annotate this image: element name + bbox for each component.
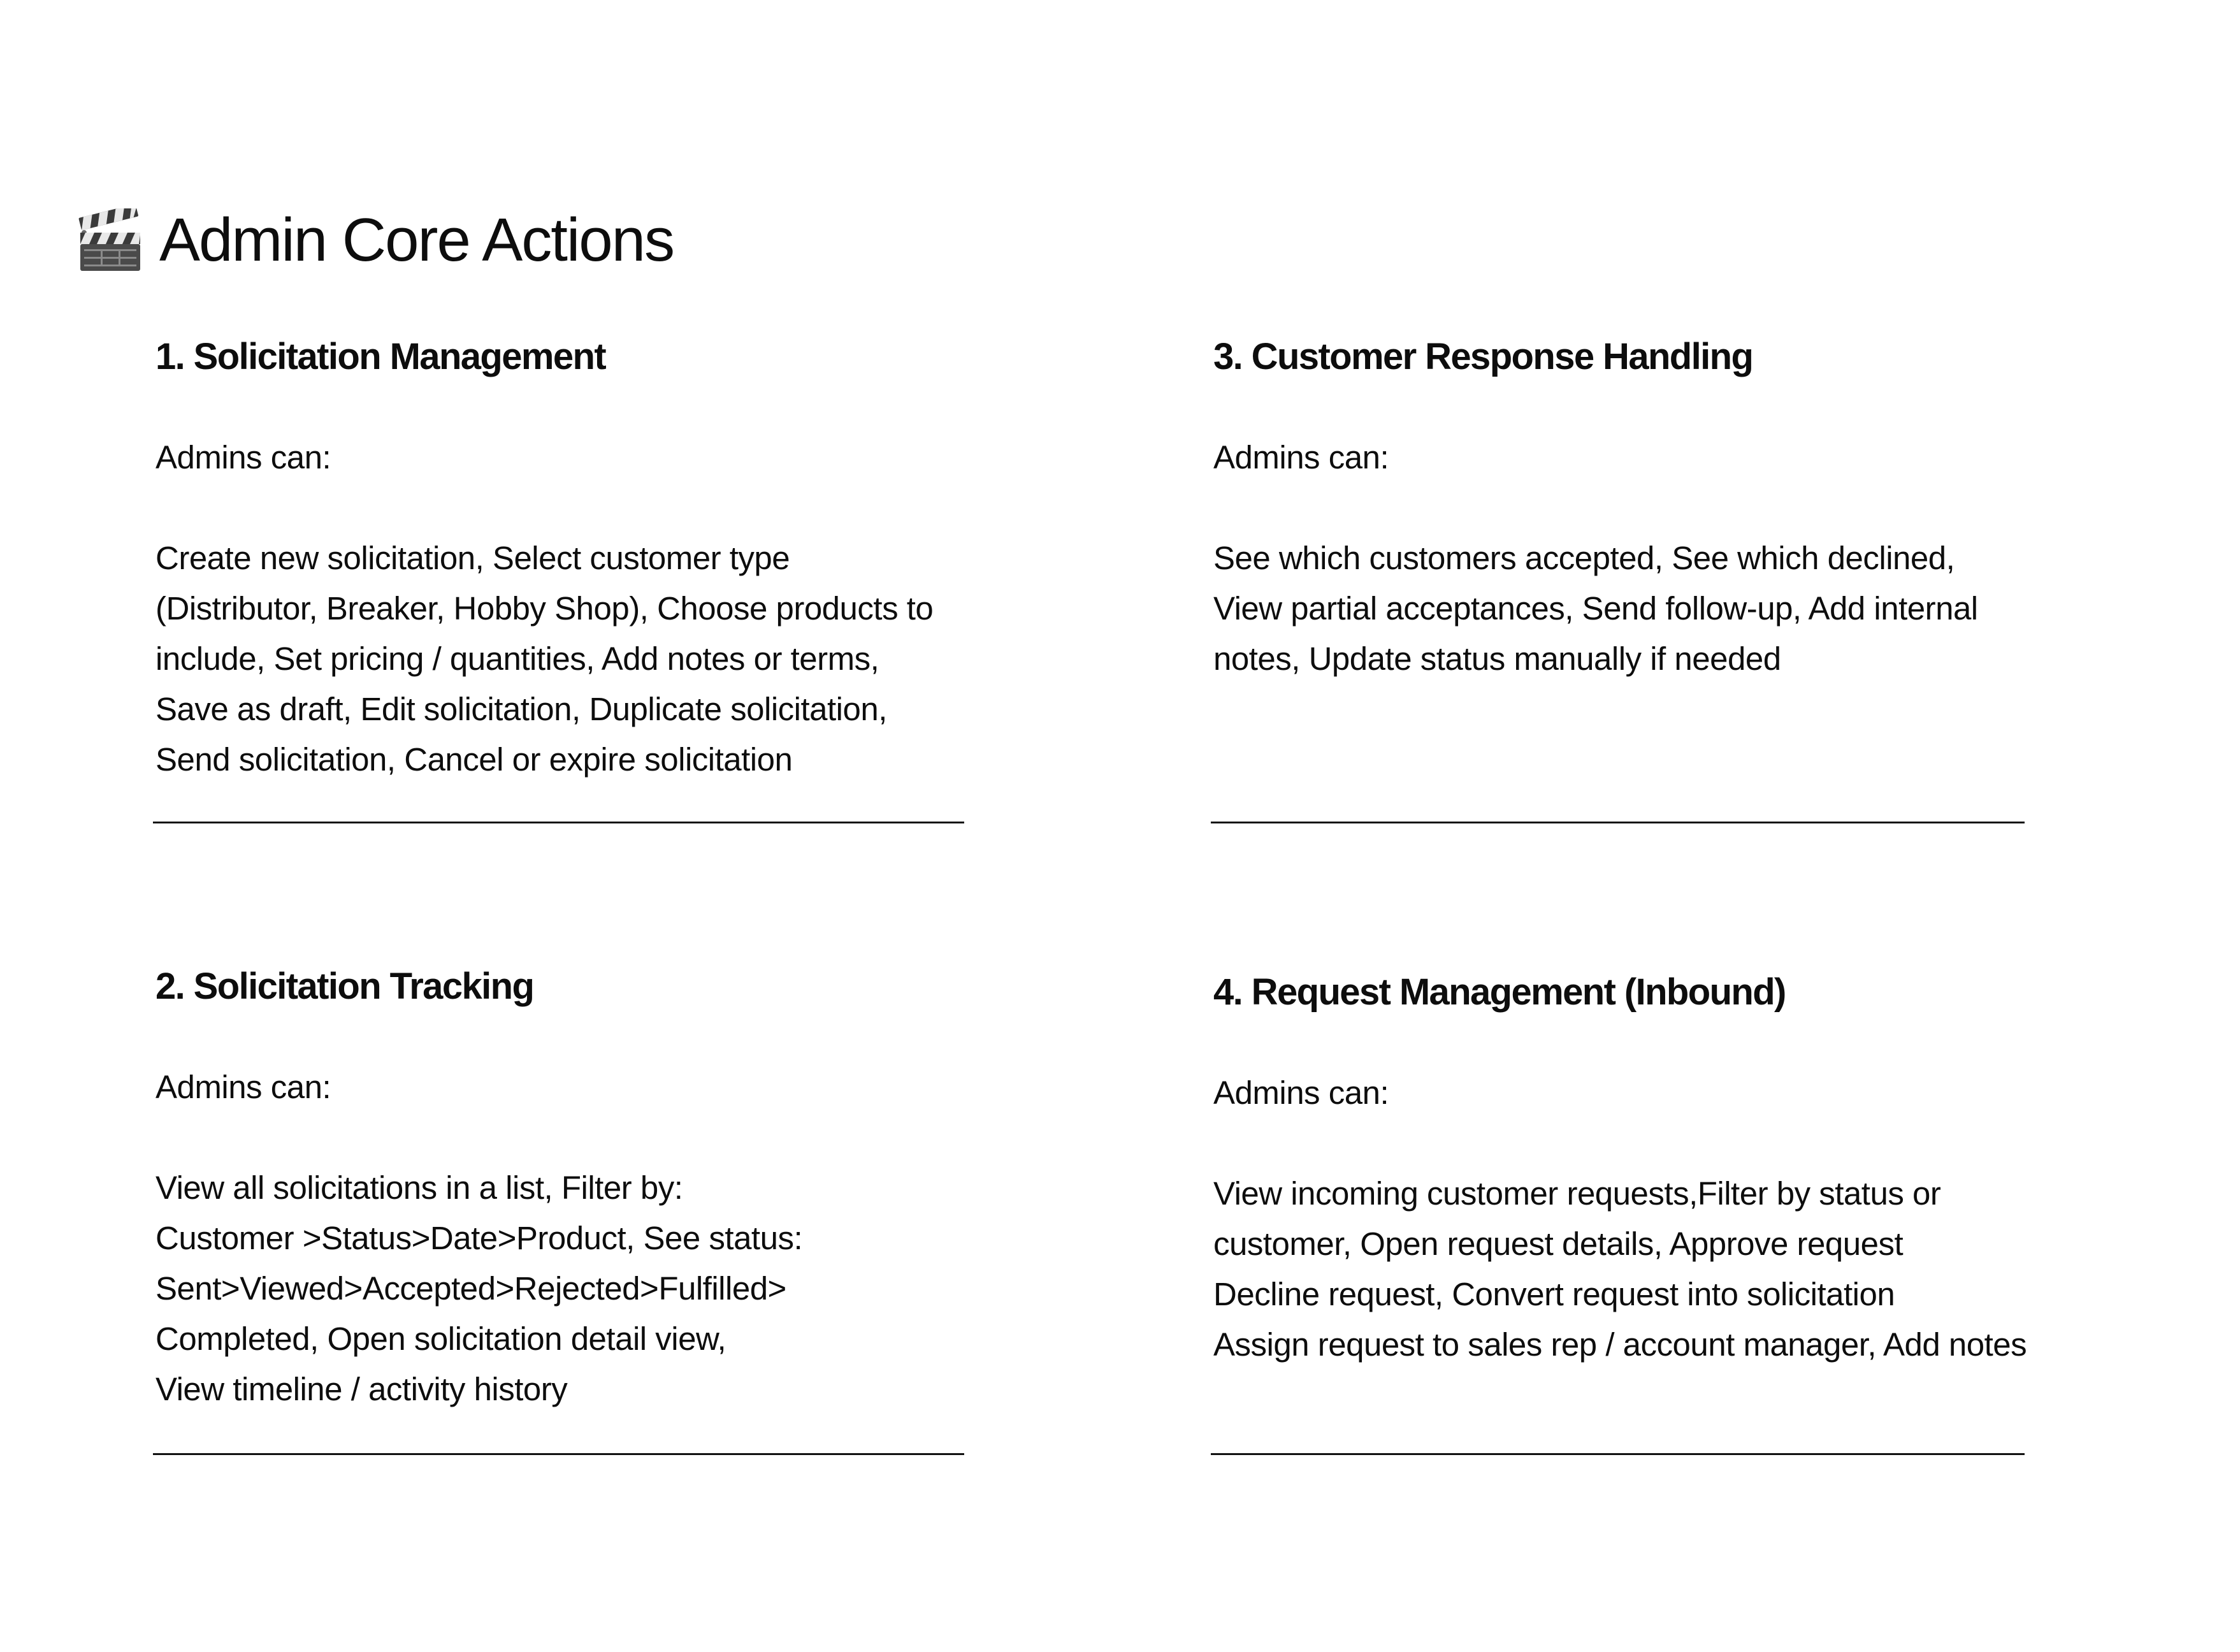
section-intro: Admins can:: [1213, 1075, 1389, 1111]
section-customer-response-handling: [1213, 331, 2035, 684]
section-solicitation-tracking: [155, 961, 978, 1414]
body-line: Assign request to sales rep / account manager, Add notes: [1213, 1326, 2027, 1363]
body-line: customer, Open request details, Approve request: [1213, 1226, 1904, 1262]
section-body: [1213, 1168, 2035, 1370]
section-divider: [1211, 822, 2025, 823]
section-intro: Admins can:: [155, 1069, 331, 1105]
clapper-board-icon: [78, 208, 143, 272]
section-body: [155, 533, 978, 785]
section-solicitation-management: [155, 331, 978, 785]
section-heading: 2. Solicitation Tracking: [155, 966, 534, 1007]
section-divider: [153, 1453, 964, 1455]
body-line: See which customers accepted, See which declined,: [1213, 540, 1955, 576]
page-title-text: Admin Core Actions: [159, 206, 674, 274]
section-heading: 3. Customer Response Handling: [1213, 336, 1753, 377]
section-heading: 1. Solicitation Management: [155, 336, 606, 377]
body-line: (Distributor, Breaker, Hobby Shop), Choose products to: [155, 590, 934, 627]
section-intro: Admins can:: [1213, 439, 1389, 475]
section-divider: [153, 822, 964, 823]
section-body: [155, 1163, 978, 1414]
body-line: Decline request, Convert request into solicitation: [1213, 1276, 1895, 1312]
body-line: Sent>Viewed>Accepted>Rejected>Fulfilled>: [155, 1270, 786, 1307]
section-divider: [1211, 1453, 2025, 1455]
body-line: Send solicitation, Cancel or expire solicitation: [155, 741, 793, 778]
section-body: [1213, 533, 2035, 684]
body-line: Customer >Status>Date>Product, See status:: [155, 1220, 803, 1256]
section-heading: 4. Request Management (Inbound): [1213, 971, 1786, 1013]
body-line: Create new solicitation, Select customer type: [155, 540, 790, 576]
body-line: Completed, Open solicitation detail view,: [155, 1321, 726, 1357]
body-line: include, Set pricing / quantities, Add notes or terms,: [155, 641, 879, 677]
body-line: View timeline / activity history: [155, 1371, 568, 1407]
body-line: View all solicitations in a list, Filter by:: [155, 1170, 683, 1206]
body-line: View incoming customer requests,Filter by status or: [1213, 1175, 1941, 1212]
body-line: View partial acceptances, Send follow-up, Add internal: [1213, 590, 1978, 627]
section-intro: Admins can:: [155, 439, 331, 475]
body-line: Save as draft, Edit solicitation, Duplicate solicitation,: [155, 691, 887, 727]
body-line: notes, Update status manually if needed: [1213, 641, 1781, 677]
section-request-management: [1213, 967, 2035, 1370]
page-title: [78, 199, 674, 282]
